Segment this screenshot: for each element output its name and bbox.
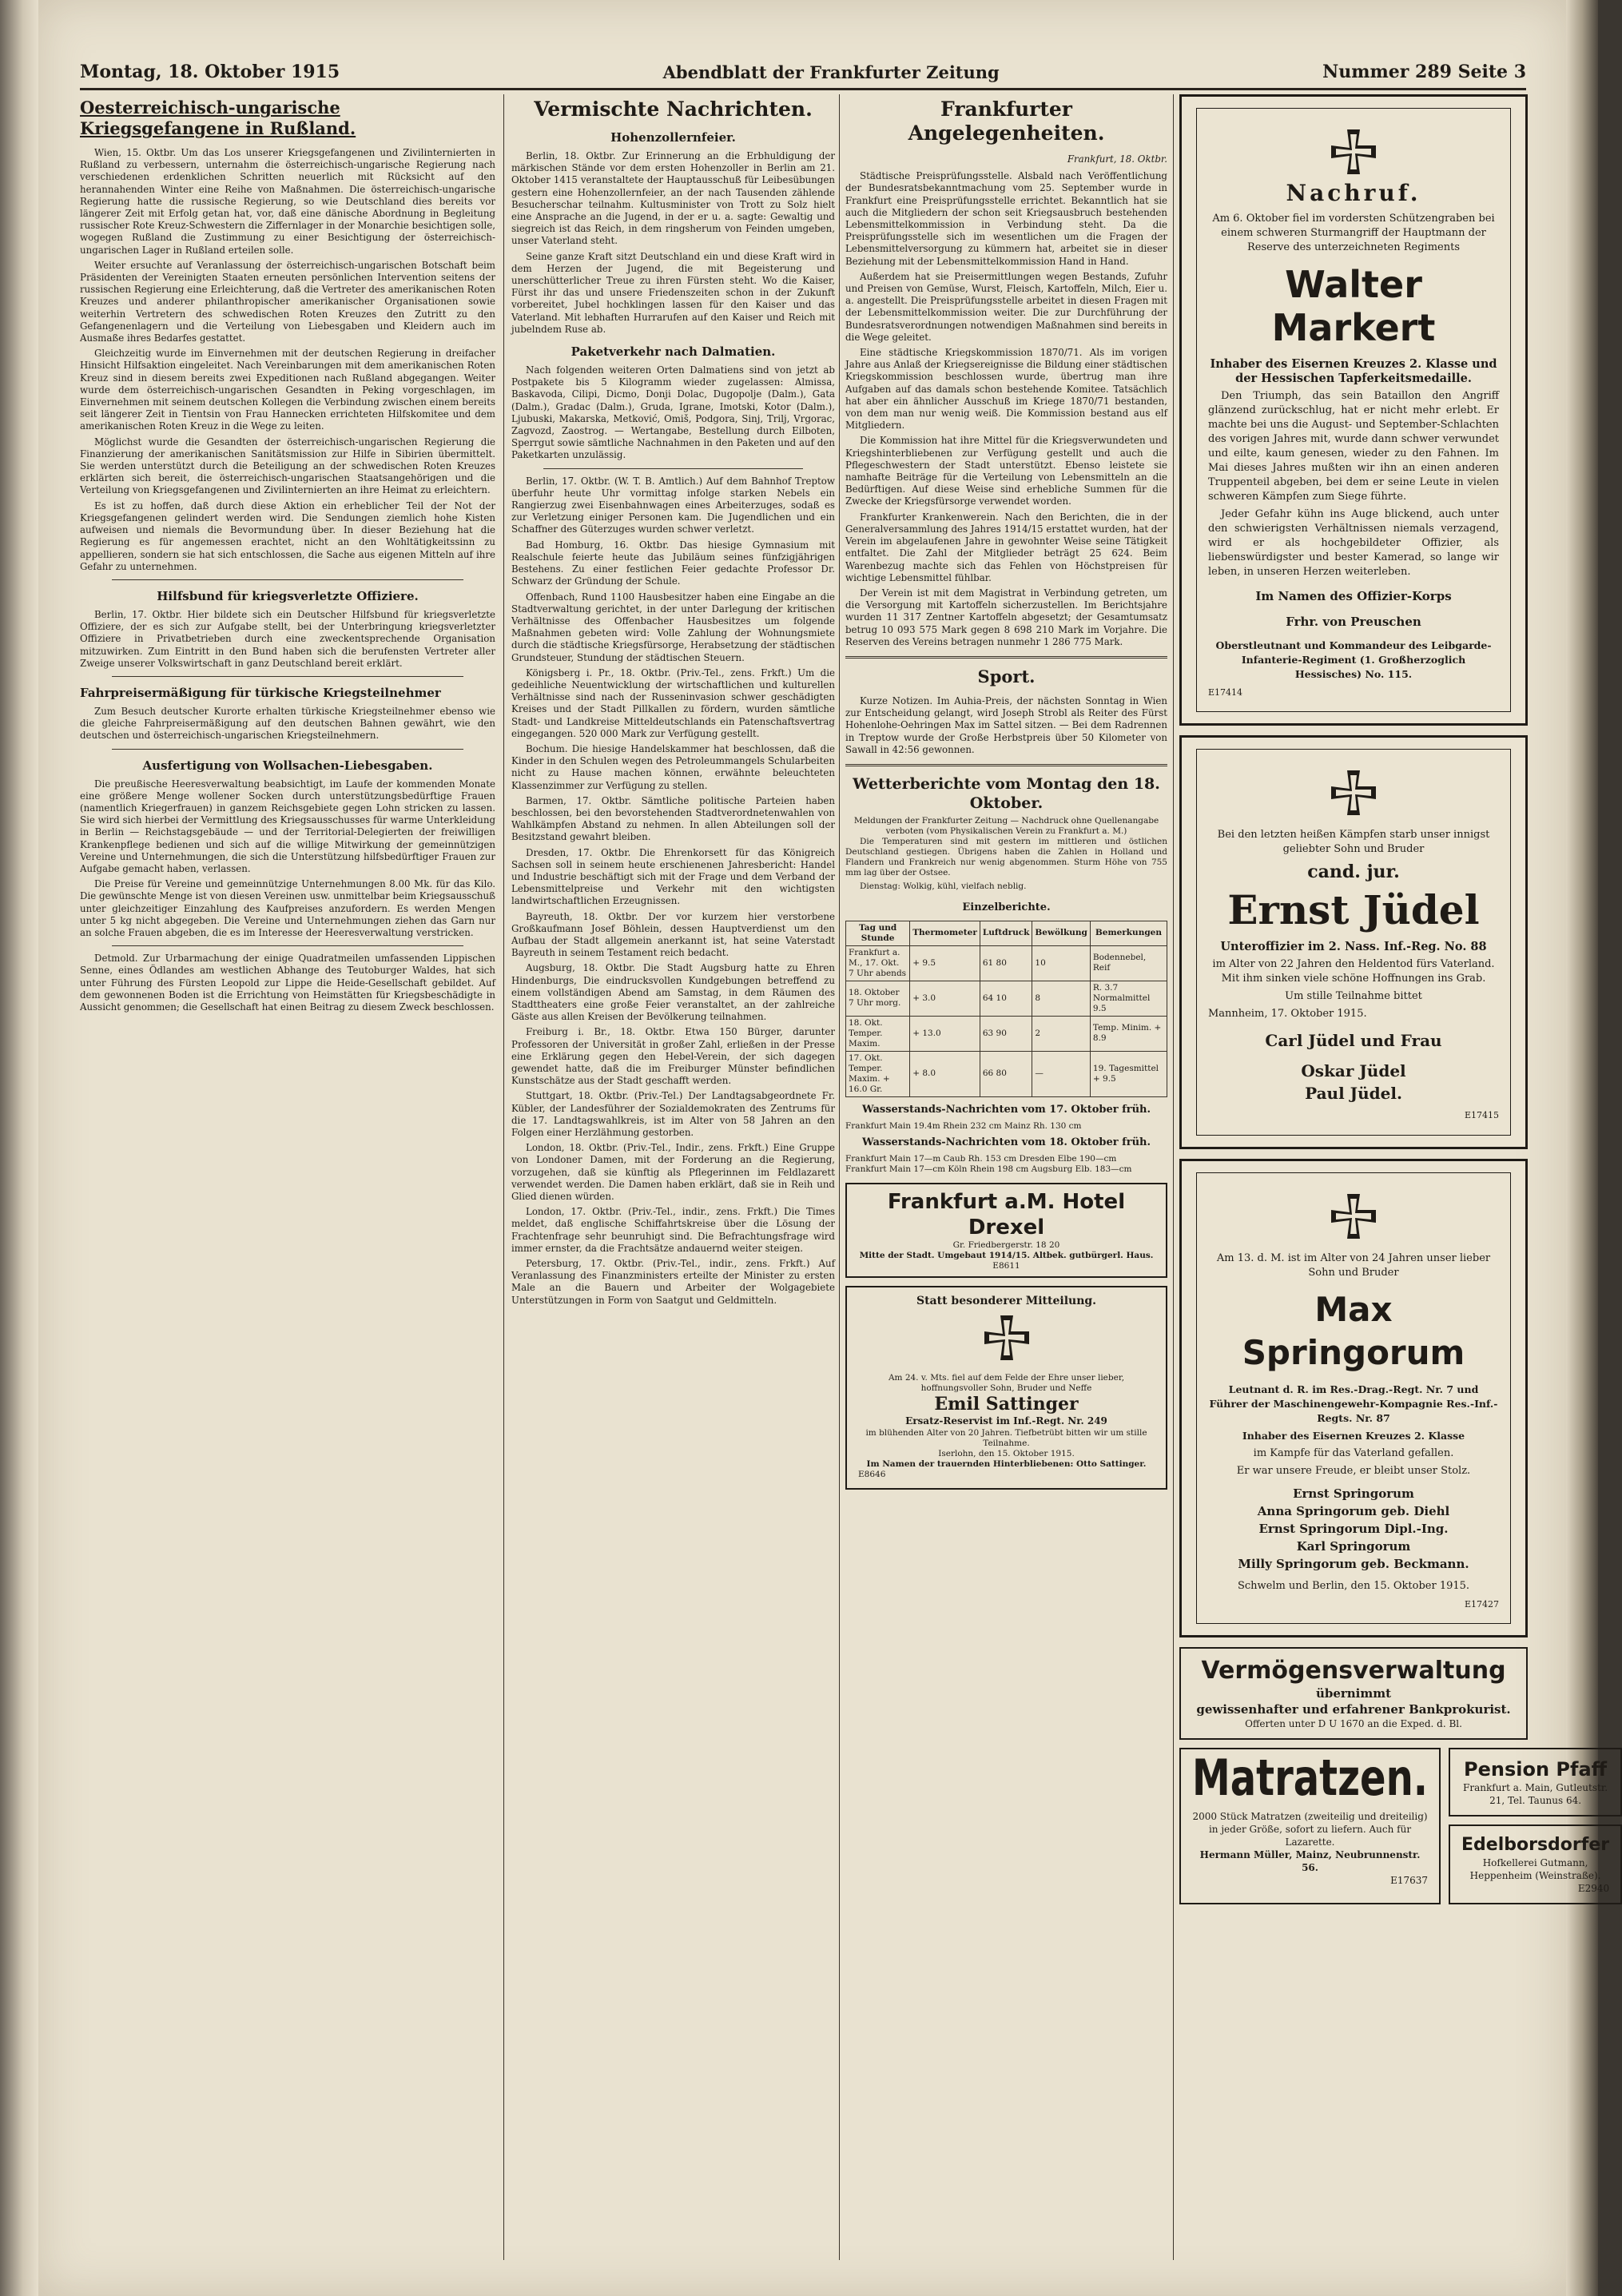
article-paragraph: Es ist zu hoffen, daß durch diese Aktion ein erheblicher Teil der Not der Kriegsgefangenen gelindert werden wird. Die Sendungen ziemlich hohe Kisten aufweisen und niemals die Bevormundung über. In dieser Beziehung hat die Regierung es für angemessen erachtet, nicht an den Wohltätigkeitssinn zu appellieren, sondern sie hat sich entschlossen, die Sache aus eigenen Mitteln auf ihre Gefahr zu unternehmen. [80, 499, 495, 572]
table-cell: + 9.5 [910, 945, 980, 981]
water-level-title: Wasserstands-Nachrichten vom 18. Oktober früh. [862, 1136, 1151, 1148]
table-cell: 17. Okt. Temper. Maxim. + 16.0 Gr. [846, 1051, 910, 1096]
article-paragraph: Zum Besuch deutscher Kurorte erhalten türkische Kriegsteilnehmer ebenso wie die gleiche Fahrpreisermäßigung auf den deutschen Bahnen gewährt, wie den deutschen und österreichisch-ungarischen Kriegsteilnehmern. [80, 705, 495, 742]
article-paragraph: London, 18. Oktbr. (Priv.-Tel., Indir., zens. Frkft.) Eine Gruppe von Londoner Damen, mit der Forderung an die Regierung, vorzugehen, daß sie künftig als Pflegerinnen im Feldlazarett verwendet werden. Die Damen haben erklärt, daß sie in Reih und Glied dienen würden. [511, 1142, 835, 1203]
article-paragraph: Seine ganze Kraft sitzt Deutschland ein und diese Kraft wird in dem Herzen der Jugend, die mit Begeisterung und unerschütterlicher Treue zu ihren Fürsten steht. Wo die Kaiser, Fürst ihr das und unsere Friedenszeiten schon in der Zukunft vorbereitet, Jubel hochklingen lassen für den Kaiser und das Vaterland. Mit lebhaften Hurrarufen auf den Kaiser und Reich mit jubelndem Ruse ab. [511, 250, 835, 335]
weather-forecast: Dienstag: Wolkig, kühl, vielfach neblig. [860, 881, 1027, 891]
article-title: Oesterreichisch-ungarische Kriegsgefangene in Rußland. [80, 97, 356, 138]
ad-contact: Offerten unter D U 1670 an die Exped. d. Bl. [1245, 1717, 1462, 1729]
notice-text: Am 24. v. Mts. fiel auf dem Felde der Ehre unser lieber, hoffnungsvoller Sohn, Bruder und Neffe [888, 1373, 1125, 1394]
weather-text: Die Temperaturen sind mit gestern im mittleren und östlichen Deutschland gestiegen. Übrigens haben die Zahlen in Holland und Flandern und Frankreich nur wenig abgenommen. Sturm Höhe von 755 mm lag über der Ostsee. [845, 836, 1167, 877]
article-paragraph: Wien, 15. Oktbr. Um das Los unserer Kriegsgefangenen und Zivilinternierten in Rußland zu verbessern, unternahm die österreichisch-ungarische Regierung nach verschiedenen erdenklichen Schritten neuerlich mit Rücksicht auf den herannahenden Winter eine Reihe von Maßnahmen. Die österreichisch-ungarische Regierung hatte die russische Regierung, so wie Deutschland dies bereits vor längerer Zeit mit Erfolg getan hat, vor, daß eine dänische Abordnung in Begleitung russischer Rote Kreuz-Schwestern die Ziffernlager in der Monarchie besichtigen solle, wogegen Rußland die Zustimmung zu einer Besichtigung der österreichisch-ungarischen Lager in Rußland erteilen solle. [80, 147, 495, 256]
page-header [80, 56, 1526, 90]
article-paragraph: Bayreuth, 18. Oktbr. Der vor kurzem hier verstorbene Großkaufmann Josef Böhlein, dessen Hauptverdienst um den Aufbau der Stadt allgemein anerkannt ist, hat seine Vaterstadt Bayreuth in seinem Testament reich bedacht. [511, 910, 835, 959]
table-cell: 61 80 [980, 945, 1032, 981]
article-paragraph: Bochum. Die hiesige Handelskammer hat beschlossen, daß die Kinder in den Schulen wegen des Petroleummangels Schularbeiten nicht zu Hause machen können, erwähnte beleuchteten Klassenzimmer zur Verfügung zu stellen. [511, 742, 835, 791]
hotel-name: Frankfurt a.M. Hotel Drexel [887, 1189, 1126, 1240]
article-paragraph: Königsberg i. Pr., 18. Oktbr. (Priv.-Tel., zens. Frkft.) Um die gedeihliche Neuentwicklung der wirtschaftlichen und kulturellen Verhältnisse sind nach der Russeninvasion schwer geschädigten Kreises und der Stadt Pillkallen zu fördern, wurden sämtliche Stadt- und Landkreise Mitteldeutschlands ein Patenschaftsvertrag eingegangen. 520 000 Mark zur Verfügung gestellt. [511, 667, 835, 739]
family-name: Ernst Springorum Dipl.-Ing. [1258, 1521, 1449, 1536]
hotel-advertisement [845, 1183, 1167, 1278]
article-paragraph: Berlin, 17. Oktbr. Hier bildete sich ein Deutscher Hilfsbund für kriegsverletzte Offiziere, der es sich zur Aufgabe stellt, bei der Unterbringung kriegsverletzter Offiziere in Privatbetrieben durch eine zweckentsprechende Organisation mitzuwirken. Zum Eintritt in den Bund haben sich die berufensten Vertreter aller Zweige unserer Volkswirtschaft in ganz Deutschland bereit erklärt. [80, 608, 495, 669]
ad-reference: E8646 [858, 1469, 886, 1479]
table-cell: Bodennebel, Reif [1090, 945, 1167, 981]
ad-text: 2000 Stück Matratzen (zweiteilig und dreiteilig) in jeder Größe, sofort zu liefern. Auch für Lazarette. [1192, 1810, 1428, 1848]
table-cell: Frankfurt a. M., 17. Okt. 7 Uhr abends [846, 945, 910, 981]
iron-cross-icon [981, 1312, 1032, 1363]
fallen-name: Walter Markert [1271, 263, 1436, 350]
article-paragraph: Möglichst wurde die Gesandten der österreichisch-ungarischen Regierung die Finanzierung der amerikanischen Sanitätsmission zur Hilfe in Sibirien übermittelt. Sie werden unterstützt durch die Beteiligung an der schwedischen Roten Kreuzes erklärten sich bereit, die österreichisch-ungarischen Staatsangehörigen und die Verteilung von Kriegsgefangenen und Zivilinternierten an ihre Heimat zu erleichtern. [80, 436, 495, 496]
article-paragraph: Die Kommission hat ihre Mittel für die Kriegsverwundeten und Kriegshinterbliebenen zur Verfügung gestellt und auch die Pflegeschwestern der Stadt unterstützt. Ebenso leistete sie namhafte Beiträge für die Verteilung von Lebensmitteln an die Bedürftigen. Auf diese Weise sind erhebliche Summen für die Zwecke der Kriegsfürsorge verwendet worden. [845, 435, 1167, 507]
section-title: Sport. [977, 666, 1036, 686]
water-level-row: Frankfurt Main 19.4m Rhein 232 cm Mainz Rh. 130 cm [845, 1120, 1082, 1131]
fallen-name: Emil Sattinger [934, 1394, 1079, 1415]
article-paragraph: London, 17. Oktbr. (Priv.-Tel., indir., zens. Frkft.) Die Times meldet, daß englische Schiffahrtskreise über die Lösung der Frachtenfrage sehr beunruhigt sind. Die Befrachtungsfrage wird immer ernster, da die Frachtsätze andauernd weiter steigen. [511, 1206, 835, 1254]
notice-text: im Kampfe für das Vaterland gefallen. [1253, 1446, 1454, 1459]
column-divider [1173, 94, 1174, 2260]
table-header: Thermometer [910, 921, 980, 945]
family-name: Ernst Springorum [1293, 1486, 1414, 1501]
table-row [846, 945, 1167, 981]
notice-place-date: Mannheim, 17. Oktober 1915. [1208, 1008, 1367, 1021]
ad-title: Edelborsdorfer [1461, 1834, 1610, 1855]
death-notice-juedel [1179, 735, 1528, 1148]
fallen-title: cand. jur. [1307, 861, 1400, 883]
signature-title: Oberstleutnant und Kommandeur des Leibgarde-Infanterie-Regiment (1. Großherzoglich Hessisches) No. 115. [1215, 639, 1492, 681]
weather-subtitle: Meldungen der Frankfurter Zeitung — Nachdruck ohne Quellenangabe verboten (vom Physikalischen Verein zu Frankfurt a. M.) [853, 815, 1159, 836]
divider [543, 468, 803, 469]
ad-subtitle: übernimmt [1315, 1685, 1392, 1701]
article-paragraph: Petersburg, 17. Oktbr. (Priv.-Tel., indir., zens. Frkft.) Auf Veranlassung des Finanzministers erteilte der Minister zu ersten Male an die Bauern und Arbeiter der Wolgagebiete Unterstützungen in Form von Saatgut und Geldmitteln. [511, 1258, 835, 1306]
article-paragraph: Detmold. Zur Urbarmachung der einige Quadratmeilen umfassenden Lippischen Senne, eines Ödlandes am westlichen Abhange des Teutoburger Waldes, hat sich unter Führung des Fürsten Leopold zur Lippe die Heide-Gesellschaft gebildet. Auf dem gewonnenen Boden ist die Errichtung von Heimstätten für Kriegsbeschädigte in Aussicht genommen; die Gesellschaft hat einen Beitrag zu diesem Zweck beschlossen. [80, 953, 495, 1013]
column-4 [1179, 94, 1610, 2260]
ad-reference: E17637 [1390, 1874, 1429, 1886]
notice-place-date: Iserlohn, den 15. Oktober 1915. [938, 1448, 1075, 1458]
article-paragraph: Nach folgenden weiteren Orten Dalmatiens sind von jetzt ab Postpakete bis 5 Kilogramm wieder zugelassen: Almissa, Baskavoda, Cilipi, Dicmo, Donji Dolac, Dugopolje (Dalm.), Gata (Dalm.), Gradac (Dalm.), Gruda, Igrane, Imotski, Kotor (Dalm.), Ljubuski, Makarska, Metković, Omiš, Podgora, Sinj, Trilj, Vrgorac, Zagvozd, Zaostrog. — Wertangabe, Bestellung durch Eilboten, Sperrgut sowie sämtliche Nachnahmen in den Paketen und auf den Paketkarten unzulässig. [511, 364, 835, 461]
family-name: Milly Springorum geb. Beckmann. [1238, 1556, 1469, 1571]
ad-subtitle: gewissenhafter und erfahrener Bankprokurist. [1196, 1701, 1511, 1717]
hotel-description: Mitte der Stadt. Umgebaut 1914/15. Altbek. gutbürgerl. Haus. [859, 1250, 1154, 1260]
weather-title: Wetterberichte vom Montag den 18. Oktober. [853, 774, 1160, 812]
column-divider [839, 94, 840, 2260]
table-cell: 63 90 [980, 1016, 1032, 1051]
article-paragraph: Außerdem hat sie Preisermittlungen wegen Bestands, Zufuhr und Preisen von Gemüse, Wurst, Fleisch, Kartoffeln, Milch, Eier u. a. angestellt. Die Preisprüfungsstelle arbeitet in diesen Fragen mit der Lebensmittelkommission weiter. Die zur Durchführung der Bundesratsverordnungen notwendigen Maßnahmen sind bereits in die Wege geleitet. [845, 270, 1167, 343]
article-paragraph: Berlin, 17. Oktbr. (W. T. B. Amtlich.) Auf dem Bahnhof Treptow überfuhr heute Uhr vormittag infolge starken Nebels ein Rangierzug zwei Eisenbahnwagen eines Arbeiterzuges, sodaß es zur Verletzung einiger Personen kam. Die Jugendlichen und ein Schaffner des Güterzuges wurden schwer verletzt. [511, 475, 835, 535]
signature-name: Frhr. von Preuschen [1286, 615, 1421, 630]
fallen-rank: Ersatz-Reservist im Inf.-Regt. Nr. 249 [905, 1415, 1107, 1427]
scan-right-edge [1566, 0, 1598, 2296]
divider [112, 945, 463, 946]
notice-text: im blühenden Alter von 20 Jahren. Tiefbetrübt bitten wir um stille Teilnahme. [865, 1427, 1147, 1448]
article-paragraph: Freiburg i. Br., 18. Oktbr. Etwa 150 Bürger, darunter Professoren der Universität in großer Zahl, erließen in der Presse eine Erklärung gegen den Hebel-Verein, der sich dagegen gewendet hatte, daß die im Freiburger Münster befindlichen Kunstschätze aus der Stadt geschafft werden. [511, 1026, 835, 1087]
table-header: Bewölkung [1032, 921, 1090, 945]
ad-reference: E2940 [1577, 1882, 1610, 1894]
family-name: Karl Springorum [1296, 1538, 1411, 1554]
fallen-decorations: Inhaber des Eisernen Kreuzes 2. Klasse und der Hessischen Tapferkeitsmedaille. [1210, 357, 1497, 386]
table-cell: + 8.0 [910, 1051, 980, 1096]
fallen-decorations: Inhaber des Eisernen Kreuzes 2. Klasse [1242, 1429, 1465, 1442]
notice-text: Bei den letzten heißen Kämpfen starb unser innigst geliebter Sohn und Bruder [1217, 829, 1490, 856]
fallen-name: Ernst Jüdel [1227, 886, 1480, 934]
water-level-title: Wasserstands-Nachrichten vom 17. Oktober früh. [862, 1103, 1151, 1116]
notice-family: Im Namen der trauernden Hinterbliebenen: Otto Sattinger. [866, 1458, 1147, 1469]
article-paragraph: Gleichzeitig wurde im Einvernehmen mit der deutschen Regierung in dreifacher Hinsicht Hilfsaktion eingeleitet. Nach Vereinbarungen mit dem amerikanischen Roten Kreuz sind in diesem bereits zwei Expeditionen nach Rußland abgegangen. Weiter wurde dem österreichisch-ungarischen Gesandten in Peking vorgeschlagen, im Einvernehmen mit seinem deutschen Kollegen die Verbindung zwischen einem bereits seit längerer Zeit in Tientsin von Frau Hannecken errichteten Hilfskomitee und dem amerikanischen Roten Kreuz in die Wege zu leiten. [80, 348, 495, 432]
article-title: Hohenzollernfeier. [610, 130, 736, 145]
section-title: Vermischte Nachrichten. [534, 97, 813, 121]
death-notice-springorum [1179, 1159, 1528, 1637]
divider [112, 579, 463, 580]
header-date: Montag, 18. Oktober 1915 [80, 62, 340, 82]
notice-text: Jeder Gefahr kühn ins Auge blickend, auch unter den schwierigsten Verhältnissen niemals verzagend, wird er als hochgebildeter Offizier, als liebenswürdigster und bester Kamerad, so lange wir leben, in unseren Herzen weiterleben. [1208, 508, 1499, 579]
article-paragraph: Stuttgart, 18. Oktbr. (Priv.-Tel.) Der Landtagsabgeordnete Fr. Kübler, der Landesführer der Sozialdemokraten des Zentrums für die 17. Landtagswahlkreis, ist im Alter von 58 Jahren an den Folgen einer Herzlähmung gestorben. [511, 1090, 835, 1139]
iron-cross-icon [1328, 1191, 1379, 1242]
ad-reference: E8611 [992, 1260, 1020, 1271]
table-cell: + 3.0 [910, 981, 980, 1016]
notice-heading: Nachruf. [1286, 180, 1421, 206]
table-cell: 66 80 [980, 1051, 1032, 1096]
notice-text: Den Triumph, das sein Bataillon den Angriff glänzend zurückschlug, hat er nicht mehr erlebt. Er machte bei uns die August- und September-Schlachten des vorigen Jahres mit, wurde dann schwer verwundet und eilte, kaum genesen, wieder zu den Fahnen. Im Mai dieses Jahres mußten wir ihn an einen anderen Truppenteil abgeben, bei dem er seine Leute in vielen schweren Kämpfen zum Siege führte. [1208, 390, 1499, 503]
table-cell: + 13.0 [910, 1016, 980, 1051]
ad-title: Matratzen. [1192, 1749, 1429, 1808]
article-title: Fahrpreisermäßigung für türkische Kriegsteilnehmer [80, 685, 441, 700]
advertisement-edelborsdorfer [1449, 1824, 1622, 1904]
table-header: Luftdruck [980, 921, 1032, 945]
divider [112, 749, 463, 750]
header-masthead: Abendblatt der Frankfurter Zeitung [662, 62, 1000, 82]
column-divider [503, 94, 504, 2260]
iron-cross-icon [1328, 767, 1379, 818]
ad-title: Vermögensverwaltung [1201, 1656, 1506, 1685]
table-row [846, 1051, 1167, 1096]
advertisement-matratzen [1179, 1748, 1441, 1904]
ad-title: Pension Pfaff [1464, 1757, 1608, 1781]
article-title: Hilfsbund für kriegsverletzte Offiziere. [157, 588, 419, 603]
table-cell: 18. Okt. Temper. Maxim. [846, 1016, 910, 1051]
weather-table [845, 921, 1167, 1097]
fallen-rank: Unteroffizier im 2. Nass. Inf.-Reg. No. 88 [1220, 940, 1487, 954]
section-title: Frankfurter Angelegenheiten. [908, 97, 1105, 145]
article-paragraph: Der Verein ist mit dem Magistrat in Verbindung getreten, um die Versorgung mit Kartoffeln sicherzustellen. Im Berichtsjahre wurden 11 317 Zentner Kartoffeln abgesetzt; der Gesamtumsatz betrug 10 093 575 Mark gegen 8 698 210 Mark im Vorjahre. Die Reserven des Vereins betragen nunmehr 1 286 775 Mark. [845, 587, 1167, 647]
column-3 [845, 94, 1167, 2260]
notice-text: Am 13. d. M. ist im Alter von 24 Jahren unser lieber Sohn und Bruder [1216, 1251, 1491, 1279]
article-paragraph: Bad Homburg, 16. Oktbr. Das hiesige Gymnasium mit Realschule feierte heute das Jubiläum seines fünfzigjährigen Bestehens. Zu einer festlichen Feier gedachte Professor Dr. Schwarz der Gründung der Schule. [511, 539, 835, 587]
fallen-rank: Leutnant d. R. im Res.-Drag.-Regt. Nr. 7 und Führer der Maschinengewehr-Kompagnie Res.-Inf.-Regts. Nr. 87 [1209, 1383, 1498, 1424]
notice-text: Um stille Teilnahme bittet [1285, 990, 1422, 1003]
ad-row [1179, 1748, 1610, 1904]
notice-text: Am 6. Oktober fiel im vordersten Schützengraben bei einem schweren Sturmangriff der Hauptmann der Reserve des unterzeichneten Regiments [1212, 213, 1495, 254]
advertisement-pension-pfaff [1449, 1748, 1622, 1817]
ad-reference: E17414 [1208, 687, 1243, 698]
weather-table-title: Einzelberichte. [962, 901, 1051, 913]
water-level-row: Frankfurt Main 17—cm Köln Rhein 198 cm Augsburg Elb. 183—cm [845, 1164, 1132, 1174]
article-title: Ausfertigung von Wollsachen-Liebesgaben. [142, 758, 433, 773]
table-cell: 18. Oktober 7 Uhr morg. [846, 981, 910, 1016]
column-2 [511, 94, 835, 2260]
column-1 [80, 94, 495, 2260]
signature-line: Im Namen des Offizier-Korps [1255, 589, 1452, 604]
table-header: Tag und Stunde [846, 921, 910, 945]
article-paragraph: Eine städtische Kriegskommission 1870/71. Als im vorigen Jahre aus Anlaß der Kriegsereignisse die Bildung einer städtischen Kriegskommission beschlossen wurde, übertrug man ihre Aufgaben auf das damals schon bestehende Komitee. Tatsächlich hat aber ein ähnlicher Ausschuß im Kriege 1870/71 bestanden, von dem man nur wenig weiß. Die Kommission bestand aus elf Mitgliedern. [845, 347, 1167, 432]
article-paragraph: Barmen, 17. Oktbr. Sämtliche politische Parteien haben beschlossen, bei den bevorstehenden Stadtverordnetenwahlen von Wahlkämpfen Abstand zu nehmen. In allen Abteilungen soll der Besitzstand gewahrt bleiben. [511, 794, 835, 843]
family-name: Paul Jüdel. [1305, 1084, 1402, 1104]
article-paragraph: Dresden, 17. Oktbr. Die Ehrenkorsett für das Königreich Sachsen soll in seinem heute erschienenen Jahresbericht: Handel und Industrie beschäftigt sich mit der Frage und dem Verband der Lebensmittelpreise und Verkehr mit den wichtigsten landwirtschaftlichen Erzeugnissen. [511, 846, 835, 907]
table-row [846, 1016, 1167, 1051]
table-cell: 64 10 [980, 981, 1032, 1016]
article-paragraph: Berlin, 18. Oktbr. Zur Erinnerung an die Erbhuldigung der märkischen Stände vor dem ersten Hohenzoller in Berlin am 21. Oktober 1415 veranstaltete der Hauptausschuß für Leibesübungen gestern eine Hohenzollernfeier, an der nach Tausenden zählende Besucherschar teilnahm. Kultusminister von Trott zu Solz hielt eine Ansprache an die Jugend, in der er u. a. sagte: Gewaltig und siegreich ist das Reich, in dem ringsherum von Feinden umgeben, unser Vaterland steht. [511, 150, 835, 247]
dateline: Frankfurt, 18. Oktbr. [1067, 153, 1167, 165]
table-row [846, 981, 1167, 1016]
fallen-name: Max Springorum [1242, 1289, 1465, 1372]
family-list [1208, 1485, 1499, 1573]
notice-place-date: Schwelm und Berlin, den 15. Oktober 1915. [1237, 1579, 1470, 1592]
article-paragraph: Weiter ersuchte auf Veranlassung der österreichisch-ungarischen Botschaft beim Präsidenten der Vereinigten Staaten erneuten persönlichen Intervention seitens der russischen Regierung eine Erleichterung, daß die Vertreter des amerikanischen Roten Kreuzes und anderer philanthropischer amerikanischer Organisationen sowie weiterhin Vertretern des schwedischen Roten Kreuzes den Zutritt zu den Gefangenenlagern und die Verteilung von Liebesgaben und Kleidern auch im Ausmaße ihres Bedarfes gestattet. [80, 259, 495, 344]
table-cell: 10 [1032, 945, 1090, 981]
article-paragraph: Frankfurter Krankenwerein. Nach den Berichten, die in der Generalversammlung des Jahres 1914/15 erstattet wurden, hat der Verein im abgelaufenen Jahre in gewohnter Weise seine Tätigkeit entfaltet. Die Zahl der Mitglieder beträgt 25 624. Beim Warenbezug machte sich das Fehlen von Höchstpreisen für wichtige Lebensmittel fühlbar. [845, 511, 1167, 583]
iron-cross-icon [1328, 126, 1379, 177]
family-name: Anna Springorum geb. Diehl [1257, 1503, 1450, 1518]
header-page-number: Nummer 289 Seite 3 [1322, 62, 1526, 82]
article-title: Paketverkehr nach Dalmatien. [570, 344, 776, 360]
ad-text: Frankfurt a. Main, Gutleutstr. 21, Tel. Taunus 64. [1463, 1781, 1608, 1806]
article-paragraph: Die Preise für Vereine und gemeinnützige Unternehmungen 8.00 Mk. für das Kilo. Die gewünschte Menge ist von diesen Vereinen usw. unmittelbar beim Kriegsausschuß unter gleichzeitiger Einzahlung des Kaufpreises anzufordern. Es werden Mengen unter 5 kg nicht abgegeben. Die Vereine und Unternehmungen ziehen das Garn nur an solche Frauen abgeben, die es im Interesse der Heeresverwaltung verstricken. [80, 878, 496, 938]
table-cell: Temp. Minim. + 8.9 [1090, 1016, 1167, 1051]
article-paragraph: Offenbach, Rund 1100 Hausbesitzer haben eine Eingabe an die Stadtverwaltung gerichtet, in der unter Darlegung der kritischen Verhältnisse des Offenbacher Hausbesitzes um folgende Maßnahmen gebeten wird: Volle Zahlung der Wohnungsmiete durch die städtische Kriegsfürsorge, Herabsetzung der städtischen Grundsteuer, Stundung der städtischen Steuern. [511, 591, 835, 663]
article-paragraph: Kurze Notizen. Im Auhia-Preis, der nächsten Sonntag in Wien zur Entscheidung gelangt, wird Joseph Strobl als Reiter des Fürst Hohenlohe-Oehringen Max im Sattel sitzen. — Bei dem Radrennen in Treptow wurde der Große Herbstpreis über 50 Kilometer von Sawall in 42:56 gewonnen. [845, 694, 1167, 755]
family-name: Oskar Jüdel [1301, 1061, 1406, 1081]
notice-text: Er war unsere Freude, er bleibt unser Stolz. [1236, 1464, 1471, 1477]
article-paragraph: Die preußische Heeresverwaltung beabsichtigt, im Laufe der kommenden Monate eine größere Menge wollener Socken durch unterstützungsbedürftige Frauen (namentlich Kriegerfrauen) in ganzem Reichsgebiete gegen Lohn stricken zu lassen. Sie wird sich hierbei der Vermittlung des Kriegsausschusses für warme Unterkleidung in Berlin — Reichstagsgebäude — und der Territorial-Delegierten der freiwilligen Krankenpflege bedienen und sich auf die willige Mitwirkung der gemeinnützigen Vereine und Unternehmungen, die sich die Unterstützung hilfsbedürftiger Frauen zur Aufgabe gemacht haben, verlassen. [80, 778, 495, 874]
table-cell: R. 3.7 Normalmittel 9.5 [1090, 981, 1167, 1016]
divider [845, 764, 1167, 766]
death-notice-markert [1179, 94, 1528, 726]
divider [845, 656, 1167, 659]
divider [112, 676, 463, 677]
ad-firm: Hermann Müller, Mainz, Neubrunnenstr. 56. [1199, 1848, 1421, 1873]
scan-left-edge [0, 0, 38, 2296]
ad-reference: E17427 [1464, 1598, 1499, 1610]
advertisement-vermoegensverwaltung [1179, 1647, 1528, 1740]
ad-reference: E17415 [1464, 1110, 1499, 1121]
water-level-row: Frankfurt Main 17—m Caub Rh. 153 cm Dresden Elbe 190—cm [845, 1153, 1117, 1164]
table-cell: — [1032, 1051, 1090, 1096]
article-paragraph: Städtische Preisprüfungsstelle. Alsbald nach Veröffentlichung der Bundesratsbekanntmachung vom 25. September wurde in Frankfurt eine Preisprüfungsstelle errichtet. Bekanntlich hat sie auch die Mitgliedern der schon seit Kriegsausbruch bestehenden Lebensmittelkommission in Verbindung steht. Da die Preisprüfungsstelle sich im wesentlichen um die Fragen der Lebensmittelversorgung zu kümmern hat, arbeitet sie in dieser Beziehung mit der Lebensmittelkommission Hand in Hand. [845, 170, 1167, 267]
death-notice-sattinger [845, 1286, 1167, 1490]
family-name: Carl Jüdel und Frau [1265, 1031, 1442, 1051]
notice-heading: Statt besonderer Mitteilung. [916, 1294, 1097, 1307]
hotel-address: Gr. Friedbergerstr. 18 20 [952, 1240, 1060, 1250]
notice-text: im Alter von 22 Jahren den Heldentod fürs Vaterland. Mit ihm sinken viele schöne Hoffnungen ins Grab. [1212, 958, 1495, 985]
table-header: Bemerkungen [1090, 921, 1167, 945]
ad-text: Hofkellerei Gutmann, Heppenheim (Weinstraße). [1469, 1856, 1601, 1881]
ad-stack [1449, 1748, 1622, 1904]
table-cell: 8 [1032, 981, 1090, 1016]
table-cell: 2 [1032, 1016, 1090, 1051]
table-cell: 19. Tagesmittel + 9.5 [1090, 1051, 1167, 1096]
article-paragraph: Augsburg, 18. Oktbr. Die Stadt Augsburg hatte zu Ehren Hindenburgs, Die eindrucksvollen Kundgebungen betreffend zu einem vollständigen Abend am Samstag, in dem Räumen des Stadttheaters eine große Feier veranstaltet, an der zahlreiche Gäste aus allen Kreisen der Bevölkerung teilnahmen. [511, 962, 835, 1023]
